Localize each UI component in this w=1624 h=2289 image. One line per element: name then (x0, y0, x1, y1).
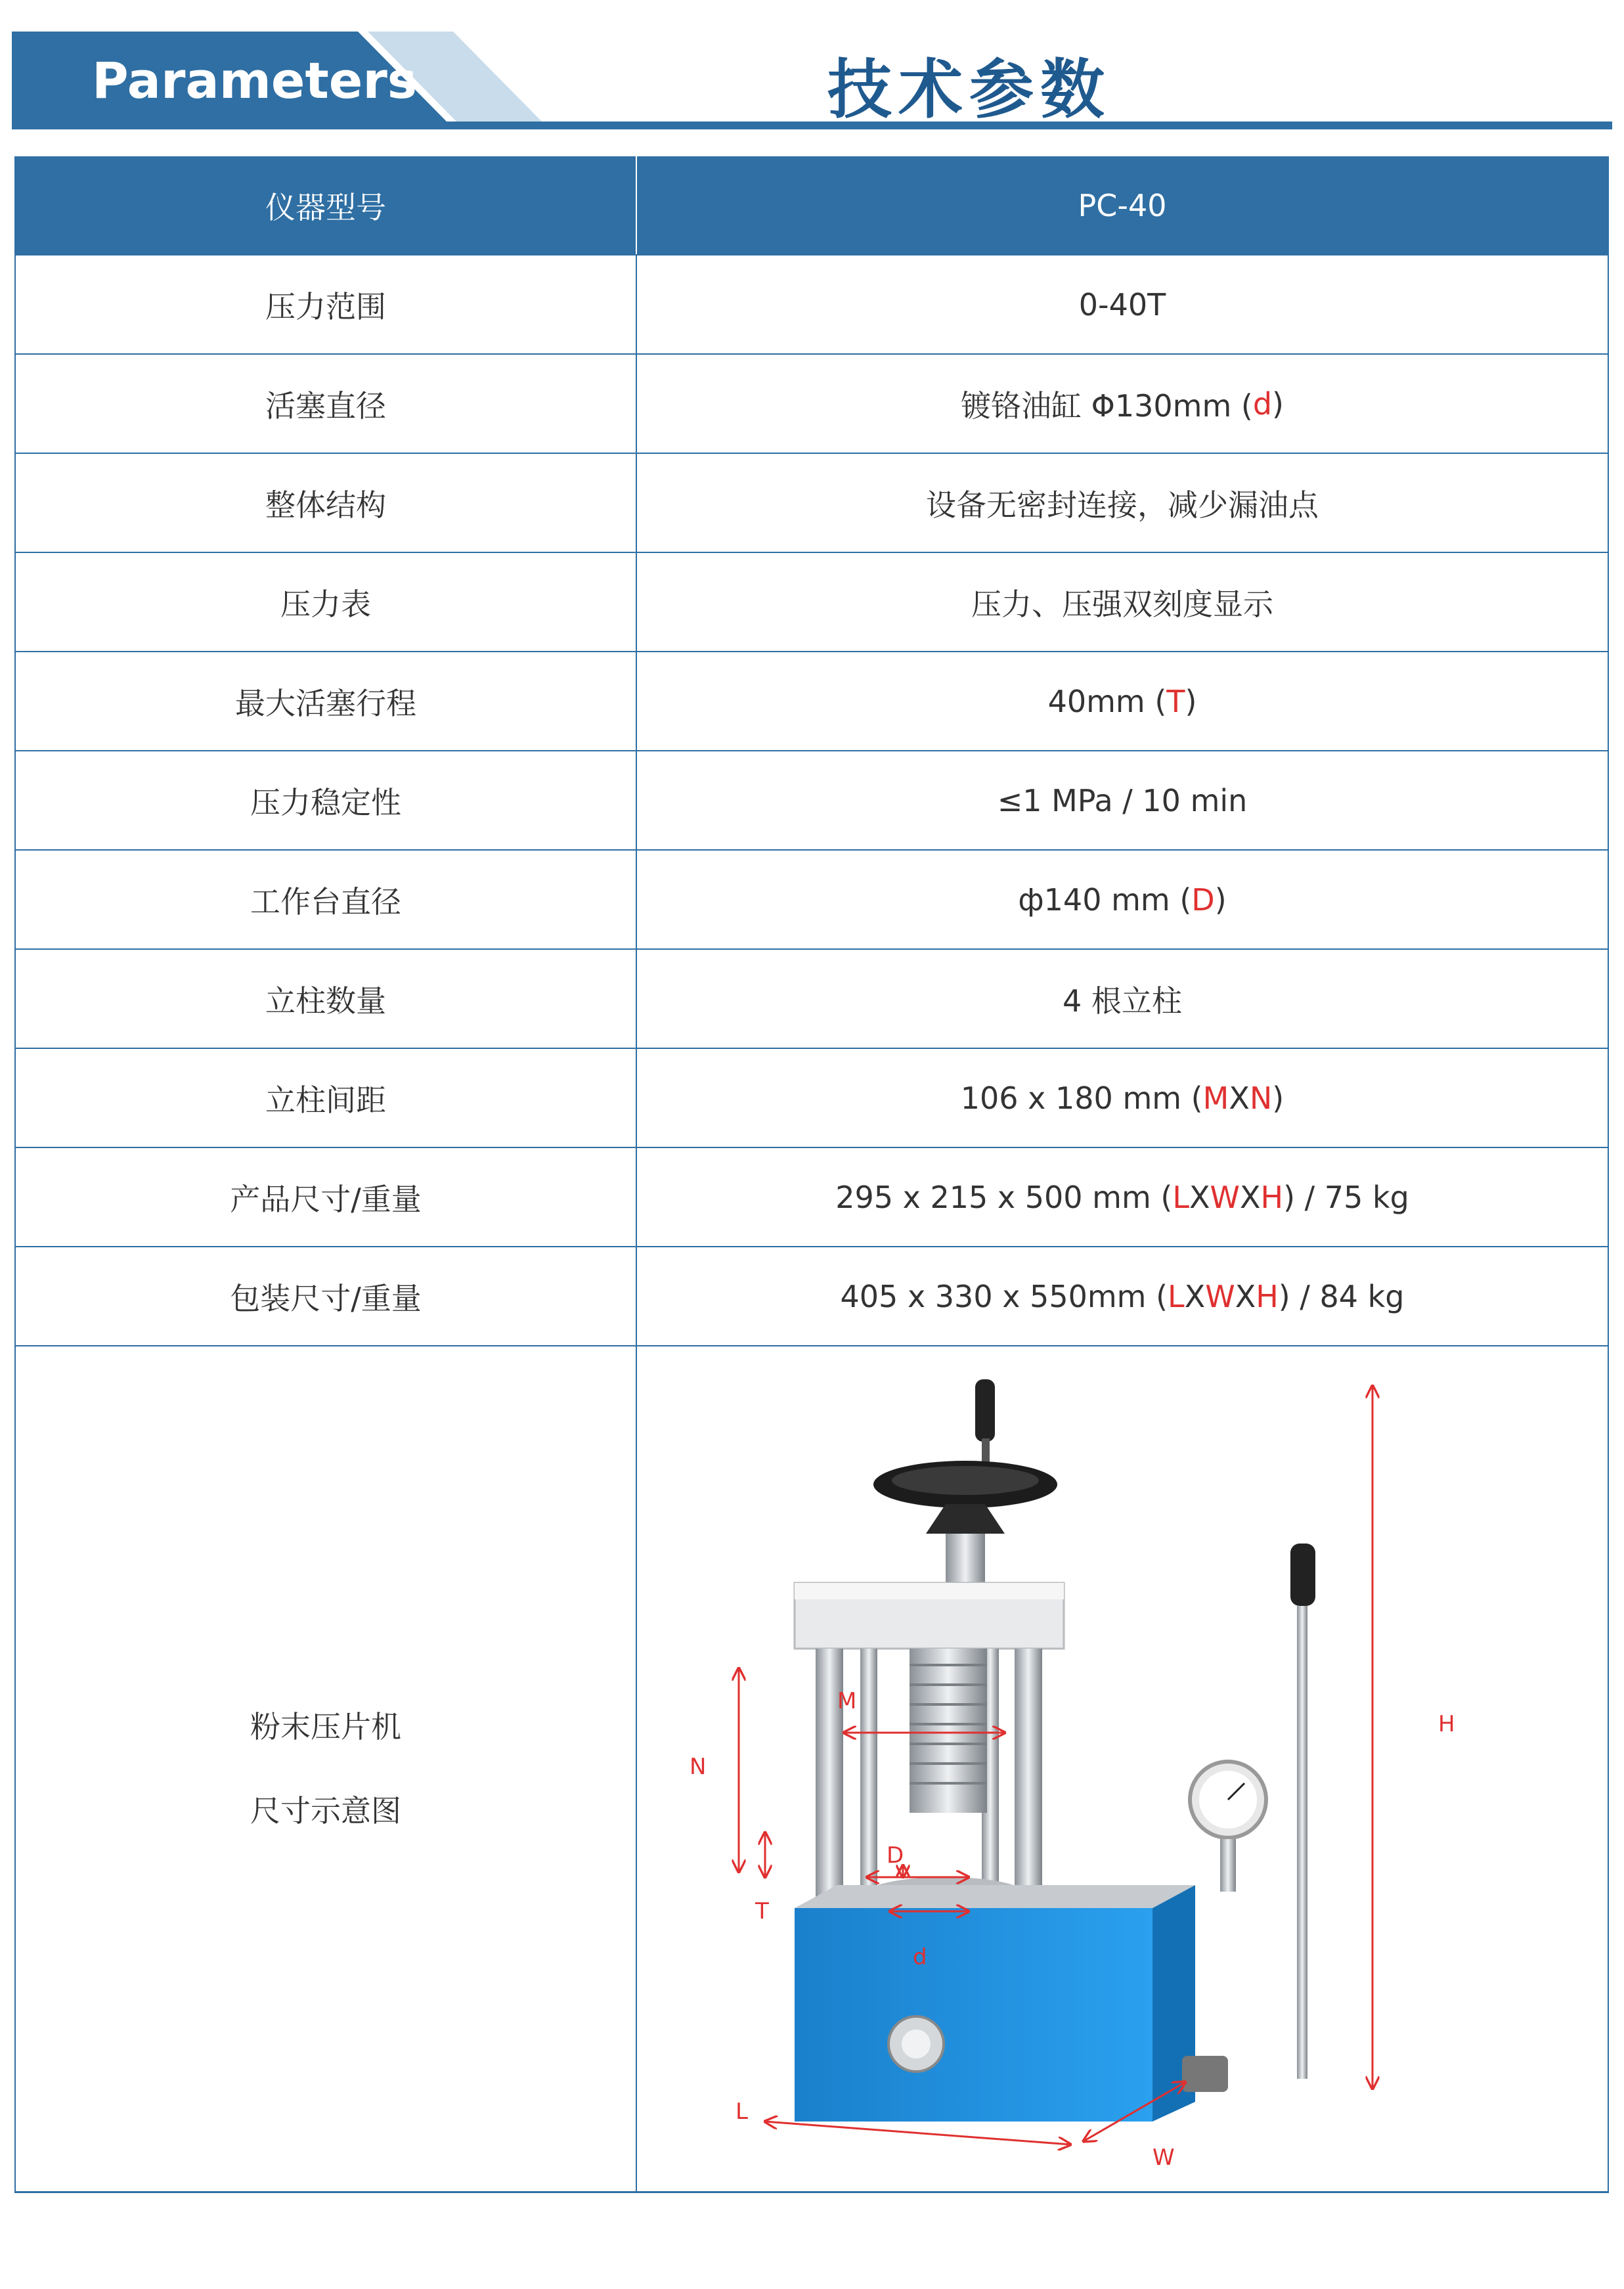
table-row (16, 751, 1608, 851)
row-value: ≤1 MPa / 10 min (997, 782, 1248, 818)
row-value: ф140 mm ( D ) (1018, 881, 1227, 918)
row-label: 压力表 (16, 553, 637, 651)
header-value: PC-40 (1078, 187, 1167, 223)
row-label: 压力范围 (16, 256, 637, 353)
parameters-table (14, 156, 1609, 2193)
table-row (16, 454, 1608, 553)
row-value: 4 根立柱 (1063, 983, 1182, 1019)
table-row (16, 851, 1608, 950)
row-label: 工作台直径 (16, 851, 637, 948)
row-label: 产品尺寸/重量 (16, 1148, 637, 1246)
table-row (16, 1049, 1608, 1148)
table-row (16, 950, 1608, 1049)
table-row (16, 1247, 1608, 1346)
table-header-row (16, 156, 1608, 256)
threaded-ram (910, 1649, 987, 1813)
pump-lever (1297, 1606, 1307, 2079)
diagram-label (16, 1346, 637, 2191)
row-label: 压力稳定性 (16, 751, 637, 849)
mark-t: T (1166, 683, 1185, 719)
label-w: W (1152, 2145, 1175, 2171)
table-row (16, 355, 1608, 454)
table-row (16, 256, 1608, 355)
press-illustration (637, 1346, 1609, 2191)
diagram-row (16, 1346, 1608, 2191)
row-label: 包装尺寸/重量 (16, 1247, 637, 1345)
mark-d: d (1252, 386, 1273, 422)
row-label: 立柱间距 (16, 1049, 637, 1147)
row-value: 压力、压强双刻度显示 (971, 586, 1273, 622)
mark-d-upper: D (1191, 881, 1215, 918)
row-value: 295 x 215 x 500 mm ( L X W X H ) / 75 kg (835, 1179, 1409, 1215)
blue-base (795, 1908, 1152, 2122)
label-l: L (735, 2099, 748, 2125)
row-value: 0-40T (1078, 286, 1166, 322)
diagram-label-line1: 粉末压片机 (250, 1709, 401, 1745)
label-d-upper: D (887, 1842, 904, 1869)
cn-title: 技术参数 (827, 53, 1112, 127)
label-m: M (837, 1688, 857, 1714)
pump-lever-grip (1290, 1544, 1315, 1606)
row-value: 40mm ( T ) (1047, 683, 1197, 719)
row-value: 设备无密封连接，减少漏油点 (926, 487, 1319, 523)
table-row (16, 652, 1608, 751)
row-label: 立柱数量 (16, 950, 637, 1048)
press-diagram (637, 1346, 1608, 2191)
row-label: 整体结构 (16, 454, 637, 552)
label-d: d (913, 1944, 927, 1970)
table-row (16, 1148, 1608, 1247)
label-n: N (690, 1754, 707, 1780)
row-value: 106 x 180 mm ( M X N ) (960, 1080, 1284, 1116)
diagram-label-line2: 尺寸示意图 (250, 1793, 401, 1829)
row-value: 405 x 330 x 550mm ( L X W X H ) / 84 kg (840, 1278, 1405, 1314)
en-title: Parameters (92, 51, 418, 110)
top-handle-knob (975, 1379, 995, 1442)
table-row (16, 553, 1608, 652)
label-h: H (1438, 1711, 1455, 1737)
column-right (1015, 1649, 1042, 1905)
row-value: 镀铬油缸 Φ130mm ( d ) (961, 386, 1284, 424)
row-label: 活塞直径 (16, 355, 637, 453)
column-left (816, 1649, 843, 1905)
page-header (0, 0, 1624, 135)
label-t: T (755, 1898, 769, 1924)
header-label: 仪器型号 (16, 156, 637, 254)
row-label: 最大活塞行程 (16, 652, 637, 750)
